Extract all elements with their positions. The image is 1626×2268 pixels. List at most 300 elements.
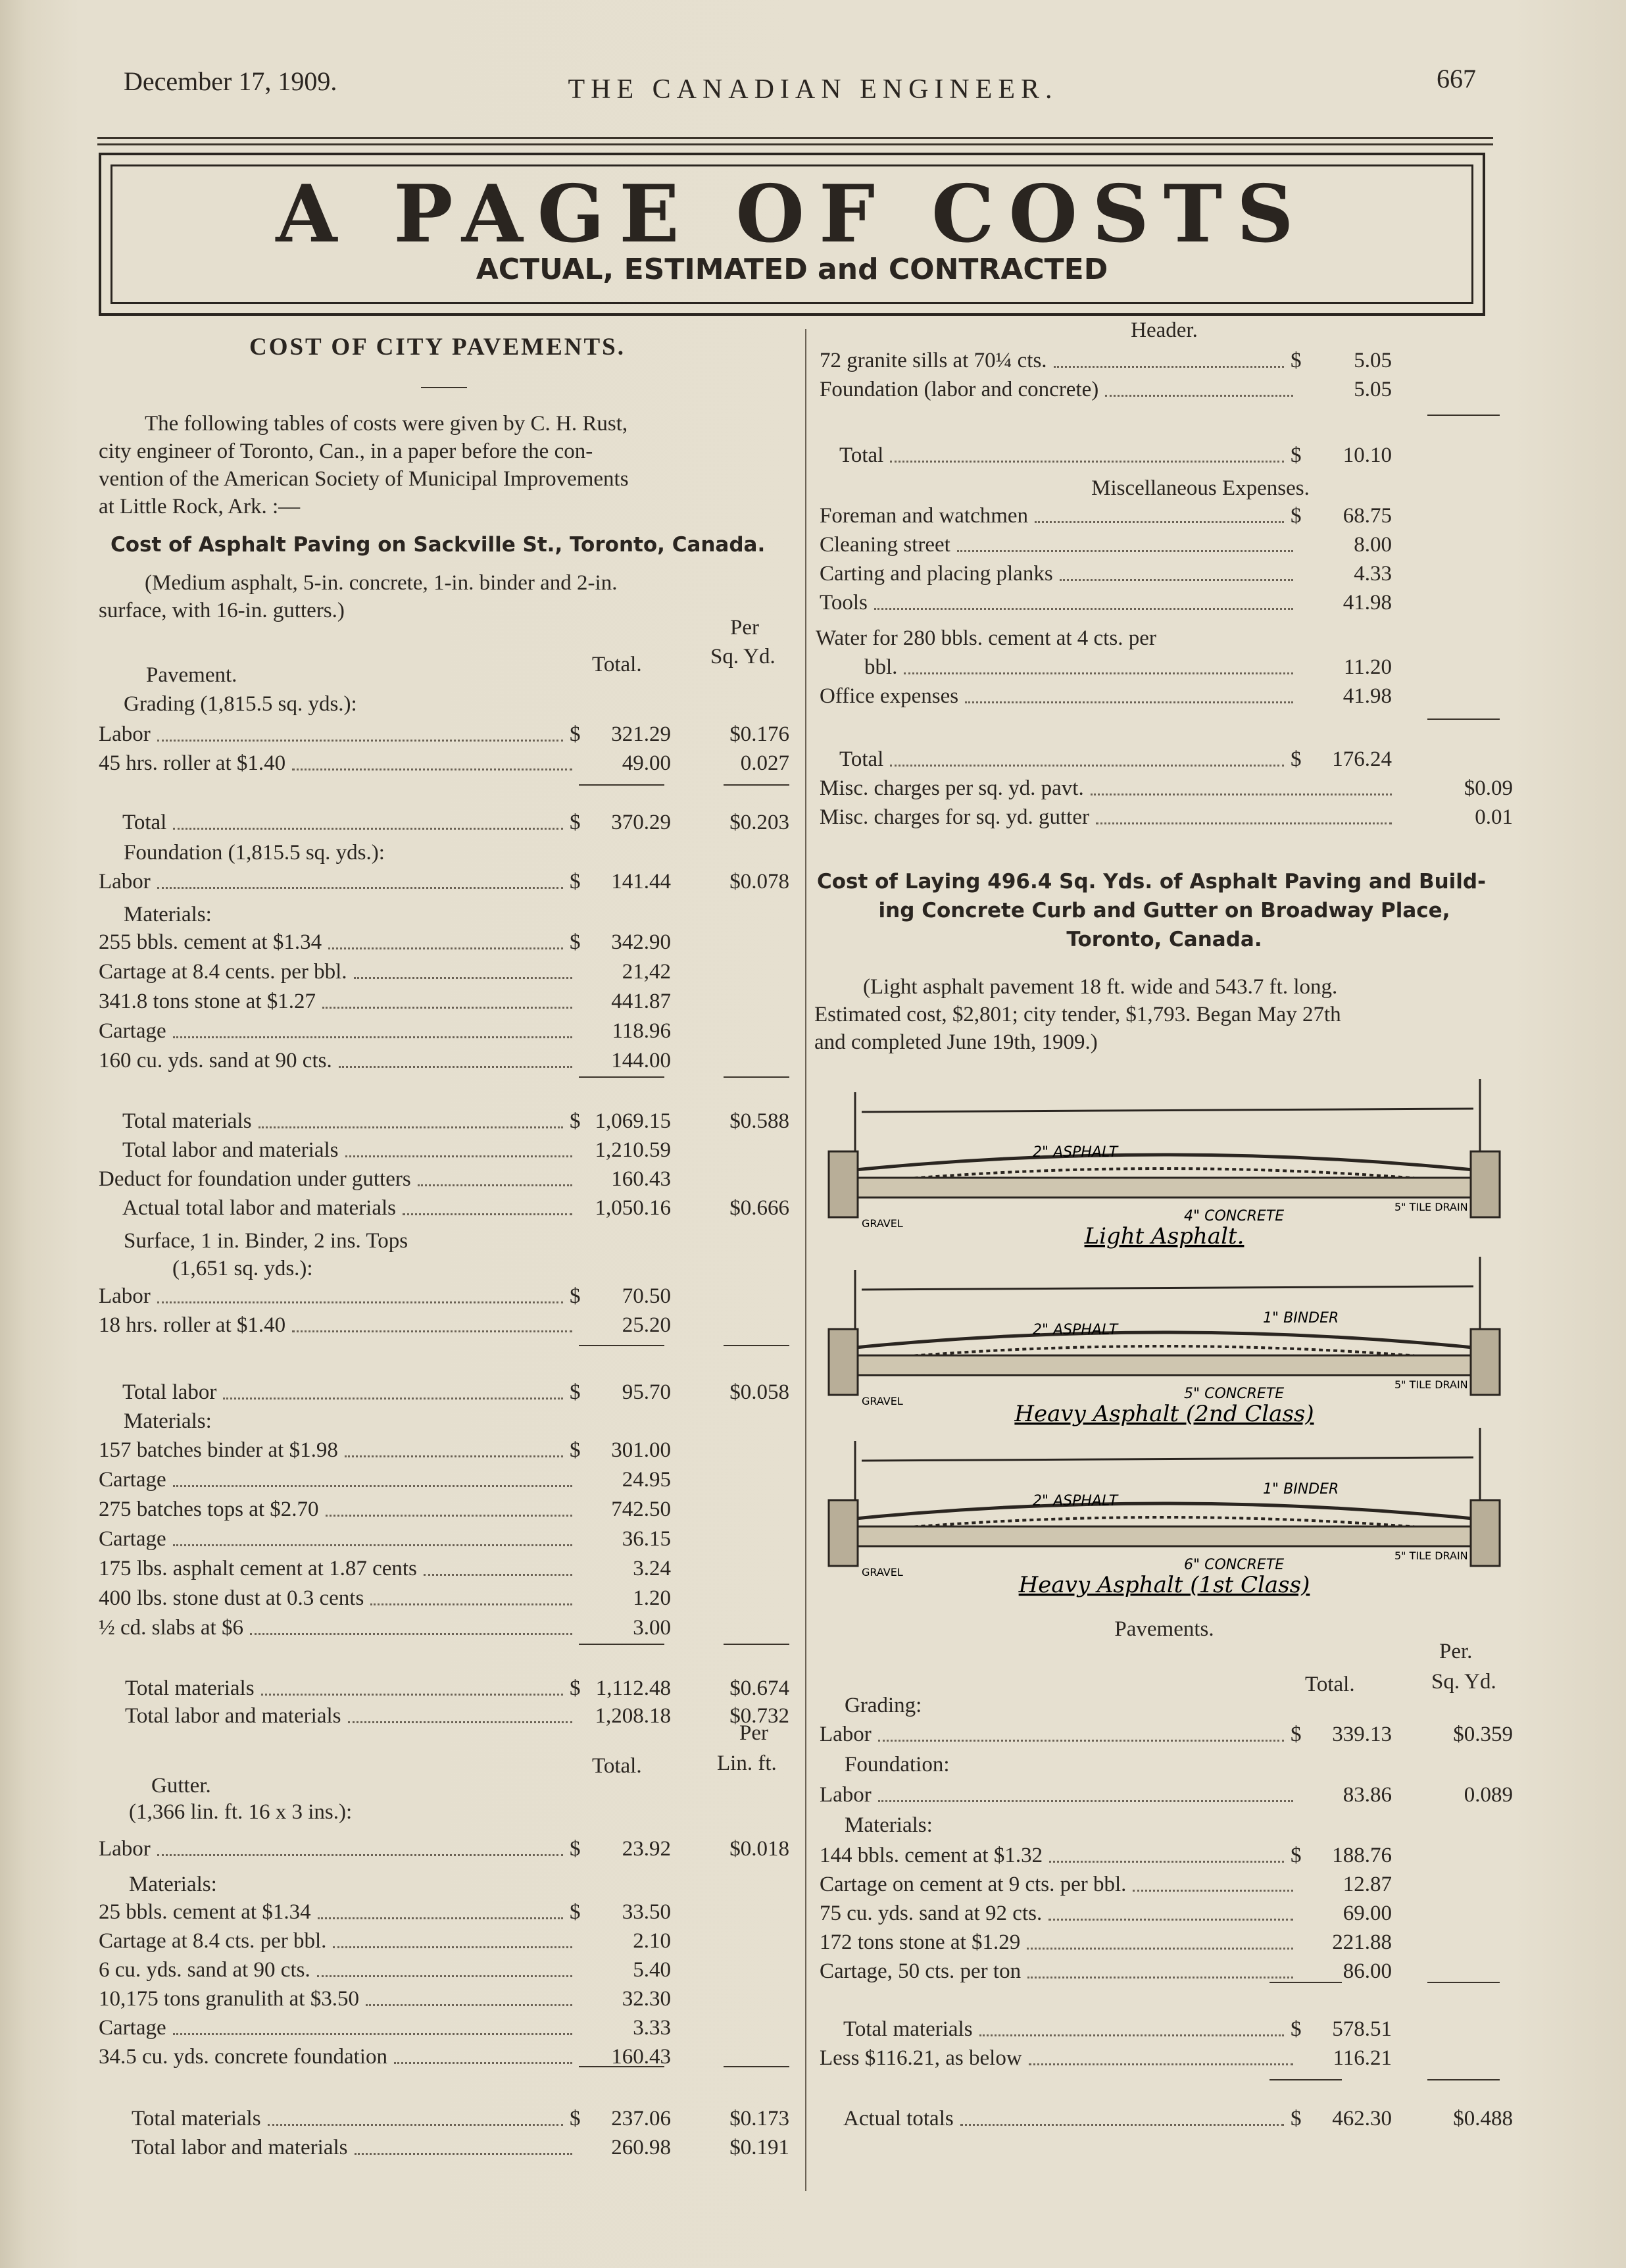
leader-dots (1029, 2045, 1293, 2065)
row-total: 1,210.59 (595, 1138, 671, 1162)
leader-dots (268, 2105, 563, 2126)
leader-dots (1091, 775, 1392, 795)
section-label: Materials: (124, 903, 212, 926)
cost-row (820, 1782, 1517, 1808)
col-head-total: Total. (592, 653, 642, 676)
row-total: 462.30 (1332, 2107, 1392, 2130)
leader-dots (318, 1899, 563, 1919)
dimension-line (862, 1109, 1473, 1112)
leader-dots (890, 746, 1284, 767)
table-note: surface, with 16-in. gutters.) (99, 599, 345, 622)
row-total: 221.88 (1332, 1930, 1392, 1954)
row-total: 95.70 (622, 1380, 671, 1404)
row-total: 176.24 (1332, 747, 1392, 771)
row-total: 742.50 (611, 1498, 671, 1521)
leader-dots (424, 1555, 572, 1576)
row-total: 5.05 (1354, 378, 1392, 401)
article-note: and completed June 19th, 1909.) (814, 1030, 1098, 1054)
leader-dots (1035, 503, 1284, 523)
cost-row (820, 347, 1517, 374)
cost-row (820, 2016, 1517, 2042)
leader-dots (259, 1108, 563, 1128)
dollar-sign: $ (1291, 1844, 1302, 1867)
dollar-sign: $ (570, 2107, 581, 2130)
row-label: Labor (820, 1783, 872, 1807)
row-total: 578.51 (1332, 2017, 1392, 2041)
row-label: 160 cu. yds. sand at 90 cts. (99, 1049, 332, 1072)
cost-row (99, 1166, 789, 1192)
dollar-sign: $ (1291, 504, 1302, 528)
leader-dots (370, 1585, 572, 1605)
cost-row (99, 1496, 789, 1523)
article-heading: Cost of Laying 496.4 Sq. Yds. of Asphalt Paving and Build- (817, 870, 1486, 894)
leader-dots (339, 1047, 572, 1068)
asphalt-surface (842, 1503, 1487, 1520)
cost-row (99, 809, 789, 836)
row-label: Cartage (99, 1019, 166, 1043)
row-per-unit: $0.203 (729, 811, 789, 834)
leader-dots (250, 1615, 572, 1635)
row-per-unit: $0.191 (729, 2136, 789, 2159)
row-label: Foreman and watchmen (820, 504, 1029, 528)
cost-row (99, 2134, 789, 2161)
section-label: Materials: (129, 1873, 217, 1896)
row-label: 10,175 tons granulith at $3.50 (99, 1987, 359, 2011)
cost-row (99, 1957, 789, 1983)
row-label: ½ cd. slabs at $6 (99, 1616, 243, 1640)
banner-title: A PAGE OF COSTS (276, 168, 1308, 261)
leader-dots (345, 1137, 572, 1157)
row-per-unit: 0.01 (1475, 805, 1513, 829)
row-total: 2.10 (633, 1929, 671, 1953)
dollar-sign: $ (570, 1380, 581, 1404)
cost-row (99, 1283, 789, 1309)
row-total: 24.95 (622, 1468, 671, 1492)
row-per-unit: $0.674 (729, 1676, 789, 1700)
cost-row (99, 1379, 789, 1405)
article-heading: ing Concrete Curb and Gutter on Broadway Place, (878, 899, 1450, 922)
header-rule (97, 137, 1493, 139)
row-label: 275 batches tops at $2.70 (99, 1498, 319, 1521)
dollar-sign: $ (570, 1676, 581, 1700)
row-label: 144 bbls. cement at $1.32 (820, 1844, 1043, 1867)
row-total: 23.92 (622, 1837, 671, 1861)
row-label: Total materials (132, 2107, 261, 2130)
row-per-unit: 0.089 (1464, 1783, 1513, 1807)
row-label: Cartage, 50 cts. per ton (820, 1959, 1022, 1983)
layer-label: GRAVEL (862, 1217, 903, 1230)
cost-row (99, 869, 789, 895)
row-total: 260.98 (611, 2136, 671, 2159)
leader-dots (960, 2105, 1284, 2126)
row-per-unit: $0.666 (729, 1196, 789, 1220)
row-label: Deduct for foundation under gutters (99, 1167, 411, 1191)
drawing-caption: Heavy Asphalt (1st Class) (1018, 1572, 1310, 1598)
row-total: 1.20 (633, 1586, 671, 1610)
leader-dots (1027, 1929, 1293, 1950)
leader-dots (317, 1957, 572, 1977)
row-per-unit: $0.588 (729, 1109, 789, 1133)
dollar-sign: $ (570, 1837, 581, 1861)
col-head-per-unit: Sq. Yd. (1431, 1670, 1496, 1694)
row-label: 157 batches binder at $1.98 (99, 1438, 338, 1462)
col-head-per: Per (730, 616, 759, 640)
row-label: 72 granite sills at 70¼ cts. (820, 349, 1047, 372)
section-label: Water for 280 bbls. cement at 4 cts. per (816, 626, 1156, 650)
cost-row (99, 1312, 789, 1338)
row-label: Labor (99, 722, 151, 746)
dollar-sign: $ (570, 930, 581, 954)
row-label: 75 cu. yds. sand at 92 cts. (820, 1902, 1043, 1925)
row-total: 11.20 (1343, 655, 1392, 679)
table-note: (Medium asphalt, 5-in. concrete, 1-in. binder and 2-in. (145, 571, 618, 595)
sum-rule (579, 1644, 664, 1645)
section-label: (1,366 lin. ft. 16 x 3 ins.): (129, 1800, 353, 1824)
layer-label: 2" ASPHALT (1033, 1144, 1118, 1161)
row-total: 118.96 (612, 1019, 671, 1043)
leader-dots (173, 1467, 572, 1487)
leader-dots (1133, 1871, 1293, 1892)
row-label: Labor (99, 1837, 151, 1861)
cost-row (99, 1836, 789, 1862)
col-head-per: Per. (1439, 1640, 1473, 1663)
leader-dots (157, 1836, 563, 1856)
cost-row (99, 2015, 789, 2041)
row-label: Cartage at 8.4 cents. per bbl. (99, 960, 347, 984)
row-total: 70.50 (622, 1284, 671, 1308)
row-label: Cartage on cement at 9 cts. per bbl. (820, 1873, 1127, 1896)
row-total: 8.00 (1354, 533, 1392, 557)
dollar-sign: $ (570, 1109, 581, 1133)
leader-dots (354, 959, 572, 979)
header-rule-2 (97, 143, 1493, 145)
row-label: Labor (99, 870, 151, 894)
intro-line: vention of the American Society of Municipal Improvements (99, 467, 629, 491)
sum-rule (1269, 1982, 1342, 1983)
row-label: 400 lbs. stone dust at 0.3 cents (99, 1586, 364, 1610)
leader-dots (403, 1195, 572, 1215)
row-per-unit: $0.488 (1453, 2107, 1513, 2130)
leader-dots (326, 1496, 572, 1517)
sum-rule (1269, 2079, 1342, 2080)
sum-rule (579, 1345, 664, 1346)
row-label: Total materials (843, 2017, 973, 2041)
row-total: 1,208.18 (595, 1704, 671, 1728)
row-per-unit: $0.359 (1453, 1723, 1513, 1746)
gutter-right (1471, 1329, 1500, 1395)
row-total: 3.00 (633, 1616, 671, 1640)
row-label: Cleaning street (820, 533, 950, 557)
row-total: 41.98 (1343, 591, 1392, 615)
cost-row (99, 1986, 789, 2012)
cost-row (820, 590, 1517, 616)
cost-row (99, 1585, 789, 1611)
leader-dots (157, 721, 563, 742)
section-label: Gutter. (151, 1774, 211, 1798)
leader-dots (157, 869, 563, 889)
row-total: 36.15 (622, 1527, 671, 1551)
dimension-line (862, 1286, 1473, 1290)
row-label: Total (839, 747, 884, 771)
leader-dots (394, 2044, 572, 2064)
cost-row (99, 1703, 789, 1729)
sum-rule (1427, 415, 1500, 416)
asphalt-surface (842, 1332, 1487, 1349)
row-per-unit: 0.027 (740, 751, 789, 775)
cost-row (820, 654, 1517, 680)
layer-label: 5" CONCRETE (1184, 1386, 1285, 1402)
leader-dots (1049, 1842, 1284, 1863)
layer-label: 2" ASPHALT (1033, 1322, 1118, 1338)
concrete-base (835, 1526, 1493, 1546)
table-heading: Cost of Asphalt Paving on Sackville St., Toronto, Canada. (111, 533, 766, 557)
intro-line: at Little Rock, Ark. :— (99, 495, 301, 518)
leader-dots (890, 442, 1284, 463)
cost-row (99, 1018, 789, 1044)
section-label: Materials: (845, 1813, 933, 1837)
cost-row (99, 1899, 789, 1925)
sum-rule (724, 2066, 789, 2067)
leader-dots (173, 1526, 572, 1546)
section-label: Grading (1,815.5 sq. yds.): (124, 692, 357, 716)
row-label: Total labor and materials (132, 2136, 348, 2159)
dollar-sign: $ (570, 722, 581, 746)
row-label: Actual totals (843, 2107, 954, 2130)
row-label: Total materials (125, 1676, 255, 1700)
sum-rule (1427, 2079, 1500, 2080)
section-label: Miscellaneous Expenses. (1091, 476, 1310, 500)
row-total: 21,42 (622, 960, 671, 984)
cost-row (820, 804, 1517, 830)
cost-row (99, 1137, 789, 1163)
row-label: 341.8 tons stone at $1.27 (99, 990, 316, 1013)
leader-dots (1105, 376, 1293, 397)
leader-dots (418, 1166, 572, 1186)
leader-dots (173, 2015, 572, 2035)
row-label: Carting and placing planks (820, 562, 1053, 586)
row-label: Cartage (99, 1468, 166, 1492)
row-label: 18 hrs. roller at $1.40 (99, 1313, 286, 1337)
row-label: Total labor (122, 1380, 217, 1404)
row-total: 1,069.15 (595, 1109, 671, 1133)
cost-row (99, 1615, 789, 1641)
banner (99, 153, 1485, 316)
section-label: Foundation: (845, 1753, 950, 1777)
dollar-sign: $ (1291, 1723, 1302, 1746)
leader-dots (878, 1721, 1284, 1742)
leader-dots (345, 1437, 563, 1457)
row-label: bbl. (864, 655, 898, 679)
cost-row (820, 683, 1517, 709)
cost-row (99, 929, 789, 955)
row-total: 144.00 (611, 1049, 671, 1072)
row-total: 5.40 (633, 1958, 671, 1982)
row-total: 32.30 (622, 1987, 671, 2011)
leader-dots (366, 1986, 572, 2006)
drawing-caption: Heavy Asphalt (2nd Class) (1014, 1401, 1314, 1427)
leader-dots (355, 2134, 572, 2155)
cost-row (820, 532, 1517, 558)
row-total: 339.13 (1332, 1723, 1392, 1746)
row-total: 83.86 (1343, 1783, 1392, 1807)
asphalt-surface (842, 1155, 1487, 1171)
row-label: Cartage (99, 2016, 166, 2040)
row-total: 4.33 (1354, 562, 1392, 586)
cost-row (820, 561, 1517, 587)
layer-label: 2" ASPHALT (1033, 1493, 1118, 1509)
row-label: Actual total labor and materials (122, 1196, 397, 1220)
row-label: Total labor and materials (125, 1704, 341, 1728)
section-label: Header. (1131, 318, 1198, 342)
row-total: 33.50 (622, 1900, 671, 1924)
layer-label: GRAVEL (862, 1395, 903, 1407)
row-total: 41.98 (1343, 684, 1392, 708)
gutter-right (1471, 1151, 1500, 1217)
layer-label: 5" TILE DRAIN (1394, 1378, 1468, 1391)
cost-row (99, 1675, 789, 1701)
row-label: 6 cu. yds. sand at 90 cts. (99, 1958, 310, 1982)
page-date: December 17, 1909. (124, 66, 337, 96)
cost-row (99, 1108, 789, 1134)
concrete-base (835, 1355, 1493, 1375)
article-note: (Light asphalt pavement 18 ft. wide and 543.7 ft. long. (863, 975, 1338, 999)
leader-dots (348, 1703, 572, 1723)
leader-dots (874, 590, 1293, 610)
leader-dots (292, 1312, 572, 1332)
cost-row (820, 2045, 1517, 2071)
cost-row (99, 1047, 789, 1074)
row-label: 255 bbls. cement at $1.34 (99, 930, 322, 954)
intro-line: city engineer of Toronto, Can., in a paper before the con- (99, 440, 593, 463)
row-label: Tools (820, 591, 868, 615)
leader-dots (904, 654, 1293, 674)
gutter-left (829, 1151, 858, 1217)
leader-dots (979, 2016, 1284, 2036)
banner-subtitle: ACTUAL, ESTIMATED and CONTRACTED (476, 253, 1108, 286)
cost-row (820, 746, 1517, 772)
row-label: Total labor and materials (122, 1138, 339, 1162)
row-label: Total materials (122, 1109, 252, 1133)
row-total: 5.05 (1354, 349, 1392, 372)
cost-row (99, 1437, 789, 1463)
dollar-sign: $ (570, 1900, 581, 1924)
cost-row (820, 442, 1517, 468)
row-total: 1,112.48 (595, 1676, 671, 1700)
col-head-total: Total. (1305, 1673, 1355, 1696)
row-per-unit: $0.078 (729, 870, 789, 894)
row-label: Less $116.21, as below (820, 2046, 1022, 2070)
row-total: 3.33 (633, 2016, 671, 2040)
row-per-unit: $0.058 (729, 1380, 789, 1404)
dollar-sign: $ (570, 811, 581, 834)
layer-label: 5" TILE DRAIN (1394, 1201, 1468, 1213)
col-head-total: Total. (592, 1754, 642, 1778)
row-total: 321.29 (611, 722, 671, 746)
layer-label: 4" CONCRETE (1184, 1208, 1285, 1224)
cost-row (99, 2105, 789, 2132)
row-label: 34.5 cu. yds. concrete foundation (99, 2045, 387, 2069)
row-label: Misc. charges per sq. yd. pavt. (820, 776, 1084, 800)
row-total: 301.00 (611, 1438, 671, 1462)
leader-dots (261, 1675, 563, 1696)
section-label: Surface, 1 in. Binder, 2 ins. Tops (124, 1229, 408, 1253)
gutter-left (829, 1500, 858, 1566)
cost-row (820, 1900, 1517, 1927)
row-per-unit: $0.173 (729, 2107, 789, 2130)
row-total: 160.43 (611, 2045, 671, 2069)
row-per-unit: $0.732 (729, 1704, 789, 1728)
pavement-cross-sections (816, 1066, 1513, 1612)
sum-rule (724, 1644, 789, 1645)
sum-rule (579, 1076, 664, 1078)
cost-row (99, 750, 789, 776)
leader-dots (157, 1283, 563, 1303)
cost-row (99, 2044, 789, 2070)
gutter-left (829, 1329, 858, 1395)
row-total: 237.06 (611, 2107, 671, 2130)
journal-title: THE CANADIAN ENGINEER. (568, 74, 1058, 105)
row-total: 69.00 (1343, 1902, 1392, 1925)
section-label: (1,651 sq. yds.): (172, 1257, 313, 1280)
col-head-per-unit: Sq. Yd. (710, 645, 776, 668)
drawing-caption: Light Asphalt. (1084, 1223, 1244, 1249)
cost-row (820, 1871, 1517, 1898)
cost-row (820, 376, 1517, 403)
dollar-sign: $ (1291, 443, 1302, 467)
col-head-per: Per (739, 1721, 768, 1745)
row-total: 160.43 (611, 1167, 671, 1191)
dollar-sign: $ (570, 1438, 581, 1462)
row-total: 25.20 (622, 1313, 671, 1337)
sum-rule (1427, 1982, 1500, 1983)
dollar-sign: $ (570, 870, 581, 894)
leader-dots (173, 1018, 572, 1038)
leader-dots (223, 1379, 563, 1399)
cost-row (99, 988, 789, 1015)
row-per-unit: $0.09 (1464, 776, 1513, 800)
sum-rule (724, 1076, 789, 1078)
sum-rule (579, 784, 664, 786)
row-label: Labor (99, 1284, 151, 1308)
cost-row (99, 1555, 789, 1582)
row-label: 25 bbls. cement at $1.34 (99, 1900, 311, 1924)
cost-row (820, 1842, 1517, 1869)
leader-dots (878, 1782, 1293, 1802)
cost-row (99, 1195, 789, 1221)
row-total: 86.00 (1343, 1959, 1392, 1983)
dollar-sign: $ (1291, 747, 1302, 771)
leader-dots (292, 750, 572, 770)
cost-row (820, 1721, 1517, 1748)
row-label: 175 lbs. asphalt cement at 1.87 cents (99, 1557, 417, 1580)
cost-row (99, 1928, 789, 1954)
dollar-sign: $ (1291, 2017, 1302, 2041)
row-per-unit: $0.018 (729, 1837, 789, 1861)
row-label: Foundation (labor and concrete) (820, 378, 1099, 401)
row-label: Cartage (99, 1527, 166, 1551)
section-label: Pavement. (146, 663, 237, 687)
cost-row (99, 1467, 789, 1493)
leader-dots (1027, 1958, 1293, 1978)
leader-dots (1048, 1900, 1293, 1921)
layer-label: GRAVEL (862, 1566, 903, 1578)
sum-rule (579, 2066, 664, 2067)
section-label: Pavements. (1114, 1617, 1214, 1641)
layer-label: 1" BINDER (1263, 1481, 1339, 1498)
leader-dots (957, 532, 1293, 552)
article-heading: Toronto, Canada. (1066, 928, 1262, 951)
layer-label: 5" TILE DRAIN (1394, 1550, 1468, 1562)
